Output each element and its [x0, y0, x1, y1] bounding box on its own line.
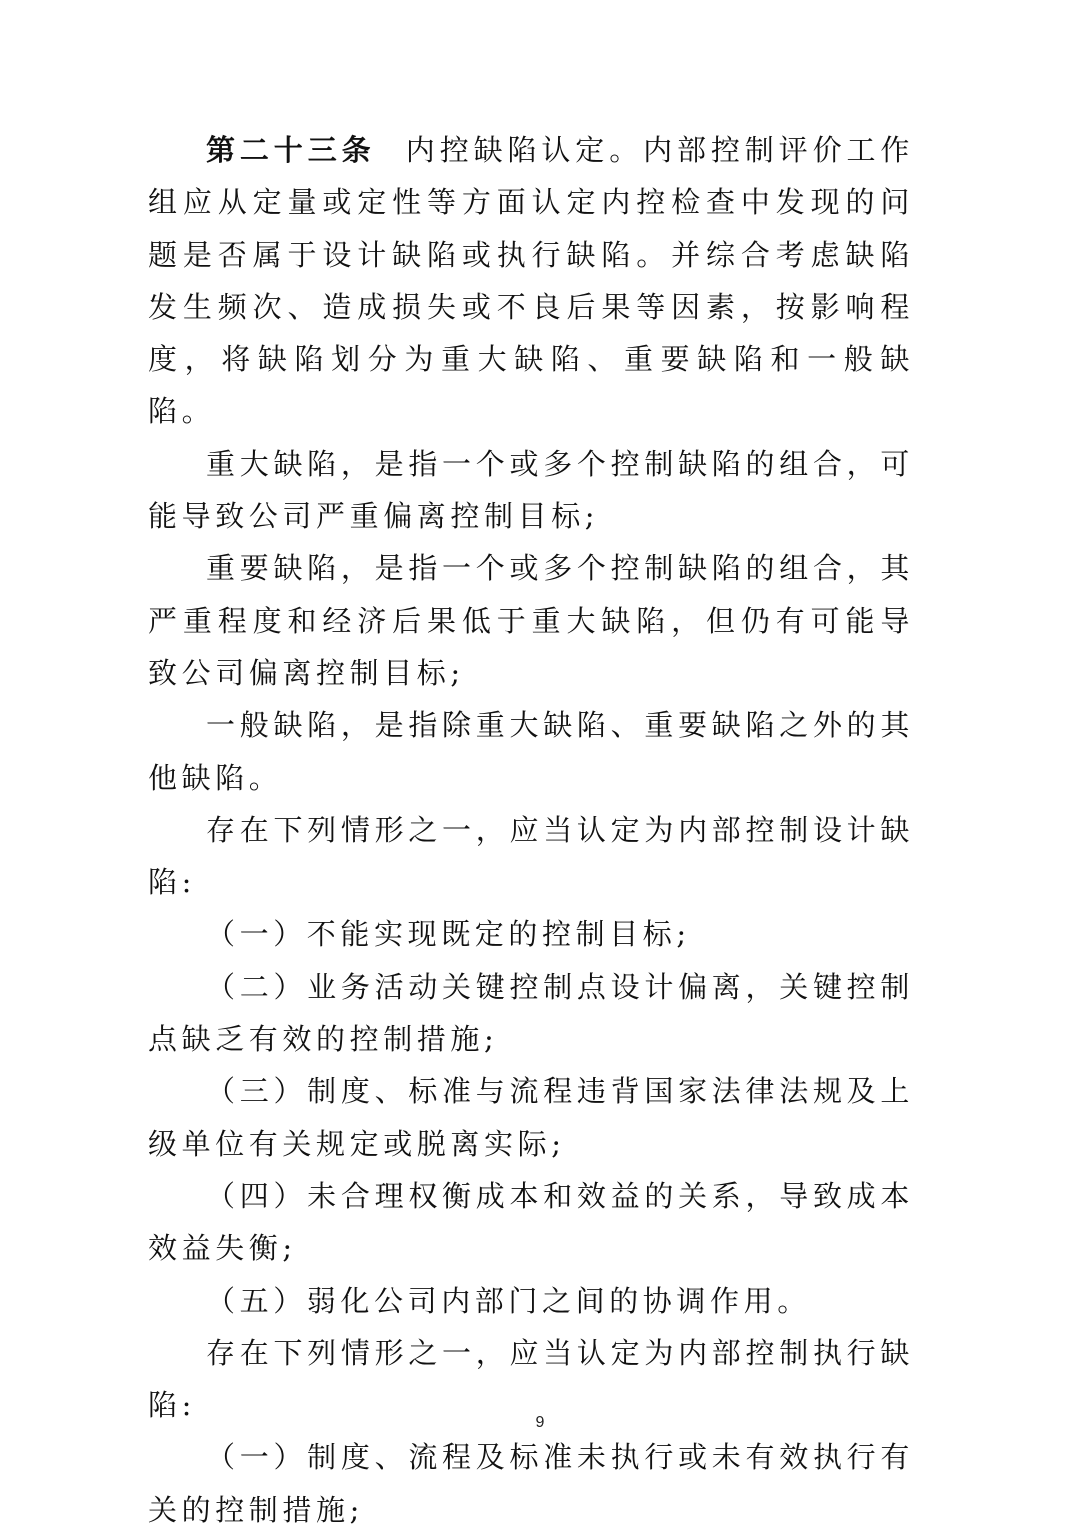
definition-major: 重大缺陷，是指一个或多个控制缺陷的组合，可能导致公司严重偏离控制目标; [148, 446, 914, 534]
design-item-5: （五）弱化公司内部门之间的协调作用。 [206, 1283, 811, 1318]
definition-general: 一般缺陷，是指除重大缺陷、重要缺陷之外的其他缺陷。 [148, 708, 914, 795]
definition-important: 重要缺陷，是指一个或多个控制缺陷的组合，其严重程度和经济后果低于重大缺陷，但仍有可能导致公司偏离控制目标; [148, 551, 914, 690]
page-number: 9 [535, 1414, 545, 1431]
document-body [148, 124, 914, 1536]
execution-item-1: （一）制度、流程及标准未执行或未有效执行有关的控制措施; [148, 1440, 914, 1527]
design-item-4: （四）未合理权衡成本和效益的关系，导致成本效益失衡; [148, 1178, 914, 1266]
design-item-3: （三）制度、标准与流程违背国家法律法规及上级单位有关规定或脱离实际; [148, 1074, 914, 1161]
execution-defect-intro: 存在下列情形之一，应当认定为内部控制执行缺陷: [148, 1335, 914, 1423]
design-defect-intro: 存在下列情形之一，应当认定为内部控制设计缺陷: [148, 812, 914, 900]
design-item-2: （二）业务活动关键控制点设计偏离，关键控制点缺乏有效的控制措施; [148, 969, 914, 1057]
article-heading: 第二十三条 [206, 133, 376, 167]
design-item-1: （一）不能实现既定的控制目标; [206, 917, 691, 952]
article-paragraph [148, 124, 914, 438]
article-text: 内控缺陷认定。内部控制评价工作组应从定量或定性等方面认定内控检查中发现的问题是否属于设计缺陷或执行缺陷。并综合考虑缺陷发生频次、造成损失或不良后果等因素，按影响程度，将缺陷划分为重大缺陷、重要缺陷和一般缺陷。 [148, 133, 914, 429]
